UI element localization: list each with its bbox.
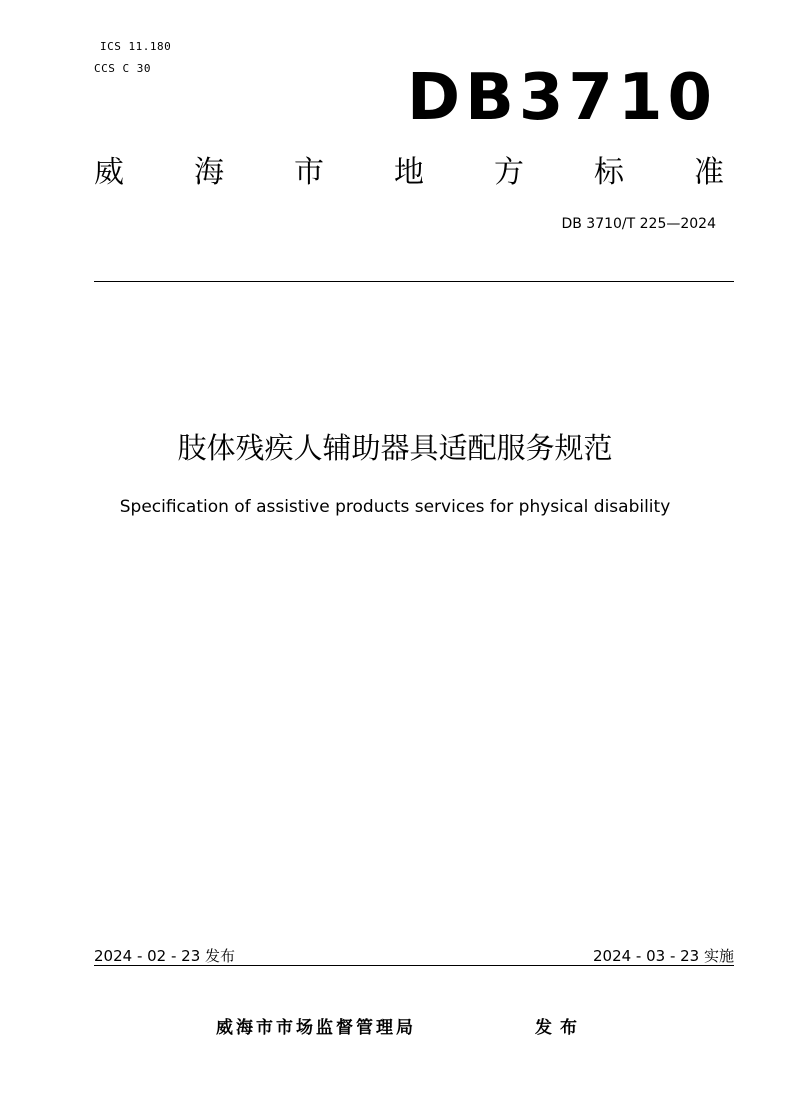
db-code-logo: DB3710: [406, 61, 717, 135]
standard-type-char: 地: [394, 155, 424, 190]
standard-type-char: 准: [694, 155, 724, 190]
standard-type-char: 标: [594, 155, 624, 190]
footer-divider: [94, 965, 734, 966]
ccs-code: CCS C 30: [94, 62, 151, 75]
header-divider: [94, 281, 734, 282]
issue-date: 2024 - 02 - 23 发布: [94, 947, 236, 965]
standard-type-char: 海: [194, 155, 224, 190]
document-title-chinese: 肢体残疾人辅助器具适配服务规范: [177, 431, 613, 465]
ics-code: ICS 11.180: [100, 40, 172, 53]
standard-type-char: 方: [494, 155, 524, 190]
document-title-english: Specification of assistive products services for physical disability: [119, 497, 671, 517]
standard-number: DB 3710/T 225—2024: [561, 216, 716, 232]
standard-type-heading: [94, 154, 724, 192]
standard-type-char: 威: [94, 155, 124, 190]
standard-type-char: 市: [294, 155, 324, 190]
issue-label: 发布: [535, 1018, 585, 1038]
implementation-date: 2024 - 03 - 23 实施: [592, 947, 734, 965]
issuing-authority: 威海市市场监督管理局: [216, 1018, 416, 1038]
